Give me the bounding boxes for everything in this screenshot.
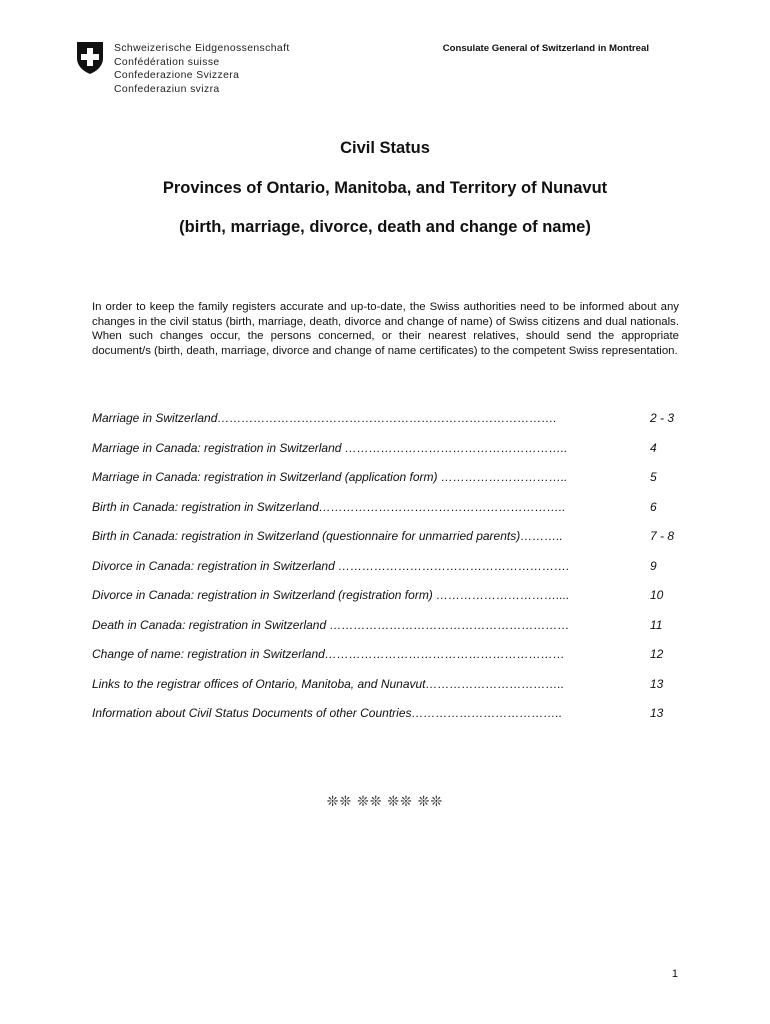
org-name-romansh: Confederaziun svizra	[114, 83, 220, 95]
toc-entry-page: 12	[650, 647, 664, 661]
toc-row	[92, 556, 682, 586]
toc-entry-page: 10	[650, 588, 664, 602]
page-subtitle: Provinces of Ontario, Manitoba, and Territory of Nunavut	[162, 179, 608, 197]
toc-row	[92, 674, 682, 704]
toc-row	[92, 526, 682, 556]
toc-entry-label: Change of name: registration in Switzerland……………………………………………………	[92, 647, 565, 661]
toc-entry-label: Birth in Canada: registration in Switzerland……………………………………………………..	[92, 499, 566, 514]
toc-row	[92, 408, 682, 438]
toc-entry-page: 4	[650, 440, 657, 455]
toc-entry-page: 6	[650, 499, 657, 514]
toc-row	[92, 615, 682, 645]
toc-entry-page: 2 - 3	[650, 411, 675, 425]
toc-row	[92, 438, 682, 468]
toc-entry-page: 11	[650, 617, 663, 632]
toc-entry-label: Marriage in Canada: registration in Switzerland ………………………………………………..	[92, 440, 568, 455]
toc-row	[92, 644, 682, 674]
toc-entry-page: 5	[650, 470, 657, 484]
toc-entry-page: 13	[650, 706, 664, 720]
toc-row	[92, 467, 682, 497]
federal-administration-names	[114, 42, 290, 96]
page-number: 1	[671, 968, 678, 980]
toc-entry-label: Marriage in Switzerland………………………………………………………………………….	[92, 411, 557, 425]
toc-entry-label: Divorce in Canada: registration in Switzerland ………………………………………………….	[92, 558, 570, 573]
toc-entry-label: Information about Civil Status Documents of other Countries………………………………..	[92, 706, 563, 720]
page-title: Civil Status	[340, 139, 430, 157]
org-name-italian: Confederazione Svizzera	[114, 70, 240, 81]
toc-entry-page: 7 - 8	[650, 529, 675, 543]
org-name-german: Schweizerische Eidgenossenschaft	[114, 43, 290, 54]
consulate-heading: Consulate General of Switzerland in Montreal	[442, 43, 649, 54]
toc-row	[92, 585, 682, 615]
intro-paragraph: In order to keep the family registers accurate and up-to-date, the Swiss authorities need to be informed about any changes in the civil status (birth, marriage, death, divorce and change of name) of Swiss citizens and dual nationals. When such changes occur, the persons concerned, or their nearest relatives, should send the appropriate document/s (birth, death, marriage, divorce and change of name certificates) to the competent Swiss representation.	[92, 301, 679, 357]
toc-entry-label: Links to the registrar offices of Ontario, Manitoba, and Nunavut……………………………..	[92, 676, 565, 691]
toc-entry-label: Marriage in Canada: registration in Switzerland (application form) …………………………..	[92, 470, 568, 484]
toc-entry-page: 13	[650, 676, 664, 691]
decorative-ornament-divider: ❊❊ ❊❊ ❊❊ ❊❊	[326, 793, 444, 809]
toc-row	[92, 703, 682, 733]
swiss-coat-of-arms-icon	[76, 41, 104, 75]
toc-row	[92, 497, 682, 527]
toc-entry-label: Birth in Canada: registration in Switzerland (questionnaire for unmarried parents)………..	[92, 529, 563, 543]
toc-entry-label: Death in Canada: registration in Switzerland ……………………………………………………	[92, 617, 570, 632]
toc-entry-label: Divorce in Canada: registration in Switzerland (registration form) …………………………....	[92, 588, 570, 602]
toc-entry-page: 9	[650, 558, 657, 573]
page-subtitle-note: (birth, marriage, divorce, death and change of name)	[179, 218, 591, 236]
org-name-french: Confédération suisse	[114, 56, 220, 68]
table-of-contents	[92, 408, 682, 733]
